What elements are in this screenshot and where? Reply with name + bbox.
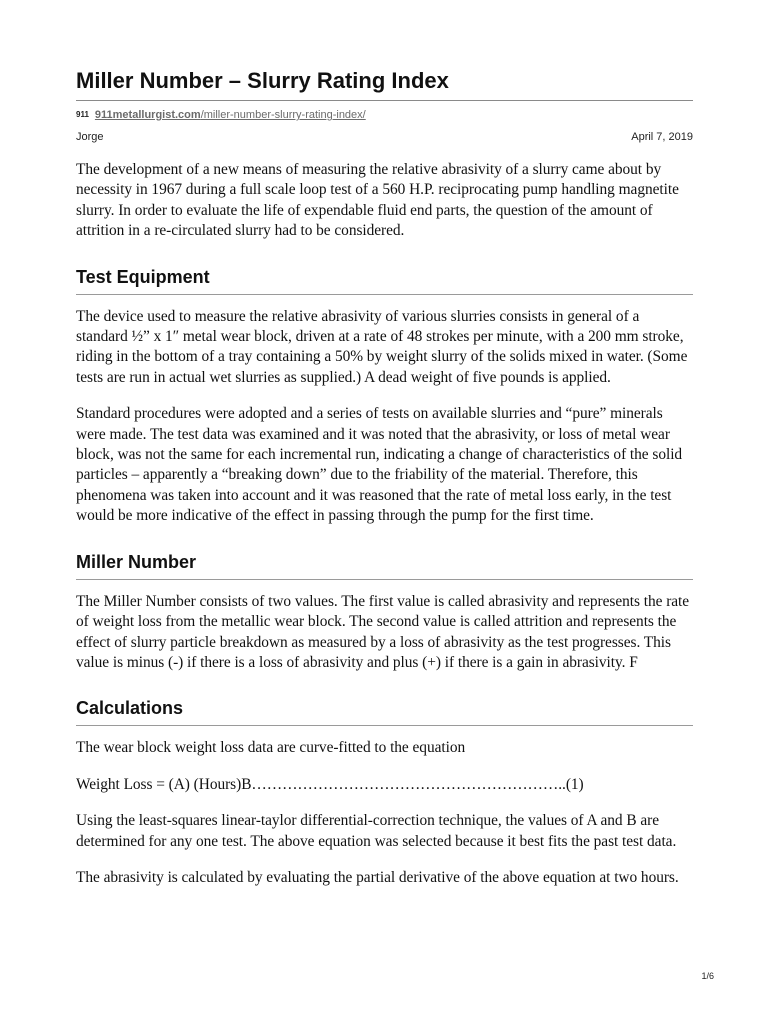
article-body — [76, 160, 693, 904]
source-path-link[interactable]: /miller-number-slurry-rating-index/ — [200, 109, 366, 121]
author-name: Jorge — [76, 131, 104, 143]
article-meta — [76, 130, 693, 144]
weight-loss-equation: Weight Loss = (A) (Hours)B……………………………………………………..(1) — [76, 775, 584, 793]
site-logo: 911 — [76, 110, 89, 119]
section-heading-miller-number: Miller Number — [76, 551, 693, 580]
miller-number-paragraph: The Miller Number consists of two values. The first value is called abrasivity and represents the rate of weight loss from the metallic wear block. The second value is called attrition and represents the effect of slurry particle breakdown as measured by a loss of abrasivity as the test progresses. This value is minus (-) if there is a loss of abrasivity and plus (+) if there is a gain in abrasivity. F — [76, 592, 690, 671]
test-equipment-paragraph-1: The device used to measure the relative abrasivity of various slurries consists in general of a standard ½” x 1″ metal wear block, driven at a rate of 48 strokes per minute, with a 200 mm stroke, riding in the bottom of a tray containing a 50% by weight slurry of the solids mixed in water. (Some tests are run in actual wet slurries as supplied.) A dead weight of five pounds is applied. — [76, 307, 688, 386]
calculations-paragraph-1: The wear block weight loss data are curve-fitted to the equation — [76, 739, 466, 757]
section-heading-calculations: Calculations — [76, 697, 693, 726]
test-equipment-paragraph-2: Standard procedures were adopted and a series of tests on available slurries and “pure” minerals were made. The test data was examined and it was noted that the abrasivity, or loss of metal wear block, was not the same for each incremental run, indicating a change of characteristics of the solid particles – apparently a “breaking down” due to the friability of the material. Therefore, this phenomena was taken into account and it was reasoned that the rate of metal loss early, in the test would be more indicative of the effect in passing through the pump for the first time. — [76, 405, 683, 525]
publish-date: April 7, 2019 — [631, 131, 693, 143]
calculations-paragraph-3: The abrasivity is calculated by evaluating the partial derivative of the above equation at two hours. — [76, 868, 679, 886]
page-number: 1/6 — [701, 971, 714, 981]
page-title: Miller Number – Slurry Rating Index — [76, 68, 449, 93]
source-line — [76, 108, 366, 122]
calculations-paragraph-2: Using the least-squares linear-taylor differential-correction technique, the values of A and B are determined for any one test. The above equation was selected because it best fits the past test data. — [76, 812, 677, 850]
source-domain-link[interactable]: 911metallurgist.com — [94, 109, 201, 121]
title-divider — [76, 100, 693, 101]
section-heading-test-equipment: Test Equipment — [76, 266, 693, 295]
intro-paragraph: The development of a new means of measuring the relative abrasivity of a slurry came about by necessity in 1967 during a full scale loop test of a 560 H.P. reciprocating pump handling magnetite slurry. In order to evaluate the life of expendable fluid end parts, the question of the amount of attrition in a re-circulated slurry had to be considered. — [76, 161, 679, 240]
